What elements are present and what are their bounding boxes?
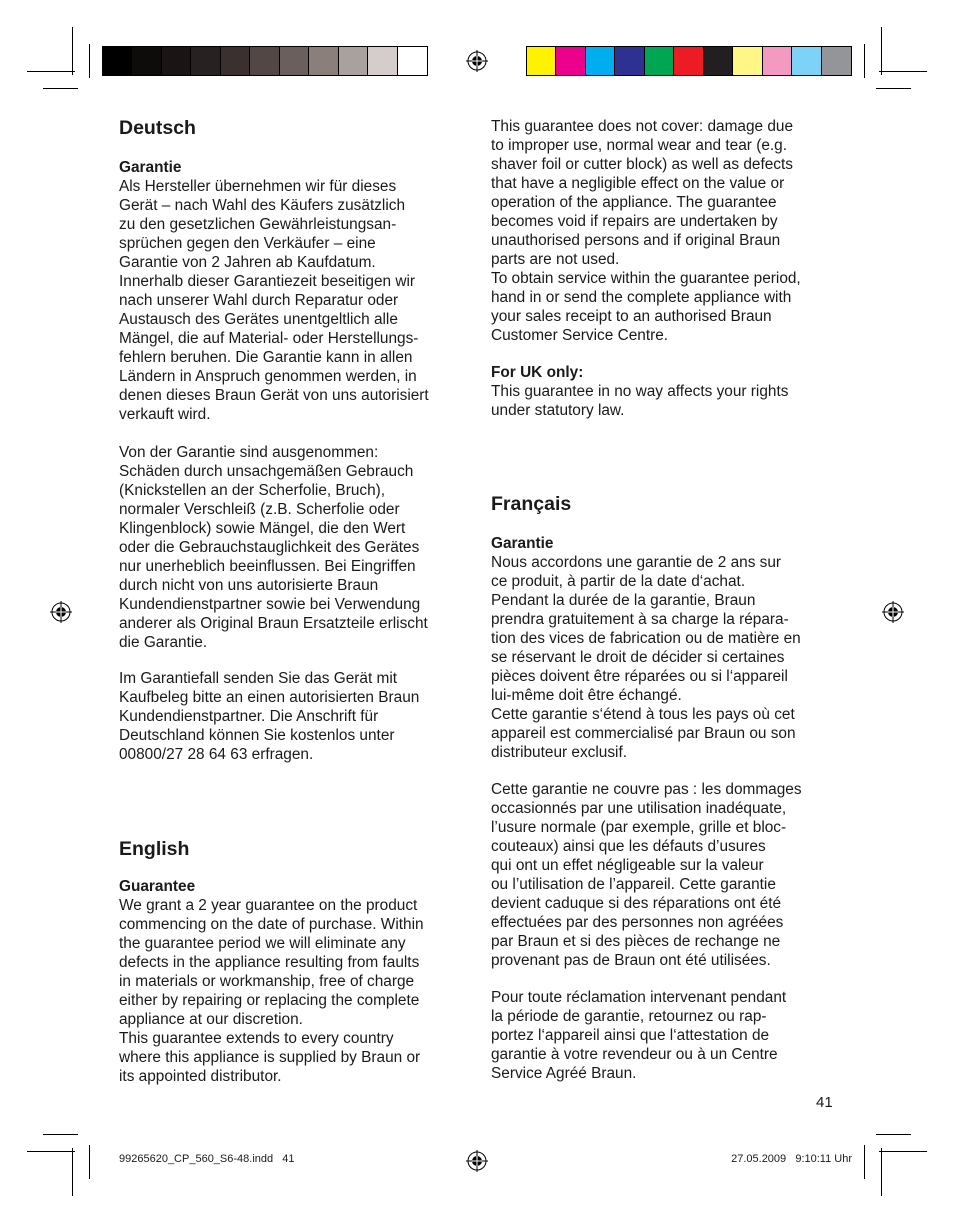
- color-swatch: [398, 47, 427, 75]
- color-swatch: [368, 47, 397, 75]
- subheading-uk-only: For UK only:: [491, 364, 584, 381]
- paragraph-fr-3: Pour toute réclamation intervenant pendant la période de garantie, retournez ou rap- portez l‘appareil ainsi que l‘attestation de garantie à votre revendeur ou à un Centre Service Agréé Braun.: [491, 989, 787, 1082]
- slug-filename: 99265620_CP_560_S6-48.indd 41: [119, 1153, 295, 1165]
- paragraph-uk: This guarantee in no way affects your rights under statutory law.: [491, 383, 789, 419]
- section-heading-francais: Français: [491, 493, 572, 515]
- color-swatch: [162, 47, 191, 75]
- crop-mark: [27, 1151, 75, 1152]
- crop-mark: [27, 71, 75, 72]
- paragraph-en-2: This guarantee does not cover: damage due to improper use, normal wear and tear (e.g. shaver foil or cutter block) as well as defects that have a negligible effect on the value or operation of the appliance. The guarantee becomes void if repairs are undertaken by unauthorised persons and if original Braun parts are not used. To obtain service within the guarantee period, hand in or send the complete appliance with your sales receipt to an authorised Braun Customer Service Centre.: [491, 118, 801, 344]
- paragraph-de-1: Als Hersteller übernehmen wir für dieses Gerät – nach Wahl des Käufers zusätzlich zu den gesetzlichen Gewährleistungsan- sprüchen gegen den Verkäufer – eine Garantie von 2 Jahren ab Kaufdatum. Innerhalb dieser Garantiezeit beseitigen wir nach unserer Wahl durch Reparatur oder Austausch des Gerätes unentgeltlich alle Mängel, die auf Material- oder Herstellungs- fehlern beruhen. Die Garantie kann in allen Ländern in Anspruch genommen werden, in denen dieses Braun Gerät von uns autorisiert verkauft wird.: [119, 178, 429, 423]
- section-heading-english: English: [119, 838, 190, 860]
- registration-mark-icon: [50, 601, 72, 623]
- paragraph-fr-2: Cette garantie ne couvre pas : les dommages occasionnés par une utilisation inadéquate, l’usure normale (par exemple, grille et bloc- couteaux) ainsi que les défauts d’usures qui ont un effet négligeable sur la valeur ou l’utilisation de l’appareil. Cette garantie devient caduque si des réparations ont été effectuées par des personnes non agréées par Braun et si des pièces de rechange ne provenant pas de Braun ont été utilisées.: [491, 781, 802, 969]
- color-swatch: [250, 47, 279, 75]
- color-swatch: [792, 47, 821, 75]
- paragraph-de-2: Von der Garantie sind ausgenommen: Schäden durch unsachgemäßen Gebrauch (Knickstellen an der Scherfolie, Bruch), normaler Verschleiß (z.B. Scherfolie oder Klingenblock) sowie Mängel, die den Wert oder die Gebrauchstauglichkeit des Gerätes nur unerheblich beeinflussen. Bei Eingriffen durch nicht von uns autorisierte Braun Kundendienstpartner sowie bei Verwendung anderer als Original Braun Ersatzteile erlischt die Garantie.: [119, 444, 428, 651]
- subheading-guarantee-en: Guarantee: [119, 878, 196, 895]
- slug-timestamp: 27.05.2009 9:10:11 Uhr: [731, 1153, 852, 1165]
- crop-mark: [876, 1134, 911, 1135]
- color-swatch: [822, 47, 851, 75]
- page-number: 41: [816, 1094, 833, 1111]
- color-swatch: [704, 47, 733, 75]
- registration-mark-icon: [466, 50, 488, 72]
- registration-mark-icon: [466, 1150, 488, 1172]
- crop-mark: [43, 88, 78, 89]
- subheading-garantie-de: Garantie: [119, 159, 182, 176]
- crop-mark: [864, 44, 865, 78]
- color-swatch: [339, 47, 368, 75]
- crop-mark: [89, 1145, 90, 1179]
- color-swatch: [280, 47, 309, 75]
- color-swatch: [645, 47, 674, 75]
- crop-mark: [879, 71, 927, 72]
- color-swatch: [763, 47, 792, 75]
- color-swatch: [586, 47, 615, 75]
- crop-mark: [43, 1134, 78, 1135]
- crop-mark: [89, 44, 90, 78]
- color-swatch: [674, 47, 703, 75]
- color-swatch: [615, 47, 644, 75]
- crop-mark: [72, 1148, 73, 1196]
- paragraph-en-1: We grant a 2 year guarantee on the product commencing on the date of purchase. Within the guarantee period we will eliminate any defects in the appliance resulting from faults in materials or workmanship, free of charge either by repairing or replacing the complete appliance at our discretion. This guarantee extends to every country where this appliance is supplied by Braun or its appointed distributor.: [119, 897, 424, 1085]
- crop-mark: [881, 27, 882, 75]
- crop-mark: [72, 27, 73, 75]
- registration-mark-icon: [882, 601, 904, 623]
- paragraph-de-3: Im Garantiefall senden Sie das Gerät mit Kaufbeleg bitte an einen autorisierten Braun Kundendienstpartner. Die Anschrift für Deutschland können Sie kostenlos unter 00800/27 28 64 63 erfragen.: [119, 670, 420, 763]
- color-swatch: [527, 47, 556, 75]
- color-swatch: [733, 47, 762, 75]
- color-swatch: [132, 47, 161, 75]
- color-swatch: [556, 47, 585, 75]
- color-swatch: [309, 47, 338, 75]
- paragraph-fr-1: Nous accordons une garantie de 2 ans sur ce produit, à partir de la date d‘achat. Pendant la durée de la garantie, Braun prendra gratuitement à sa charge la répara- tion des vices de fabrication ou de matière en se réservant le droit de décider si certaines pièces doivent être réparées ou si l‘appareil lui-même doit être échangé. Cette garantie s‘étend à tous les pays où cet appareil est commercialisé par Braun ou son distributeur exclusif.: [491, 554, 801, 761]
- color-swatch: [103, 47, 132, 75]
- process-color-bar: [526, 46, 852, 76]
- crop-mark: [864, 1145, 865, 1179]
- crop-mark: [879, 1151, 927, 1152]
- subheading-garantie-fr: Garantie: [491, 535, 554, 552]
- section-heading-deutsch: Deutsch: [119, 117, 196, 139]
- crop-mark: [881, 1148, 882, 1196]
- color-swatch: [191, 47, 220, 75]
- color-swatch: [221, 47, 250, 75]
- grayscale-color-bar: [102, 46, 428, 76]
- crop-mark: [876, 88, 911, 89]
